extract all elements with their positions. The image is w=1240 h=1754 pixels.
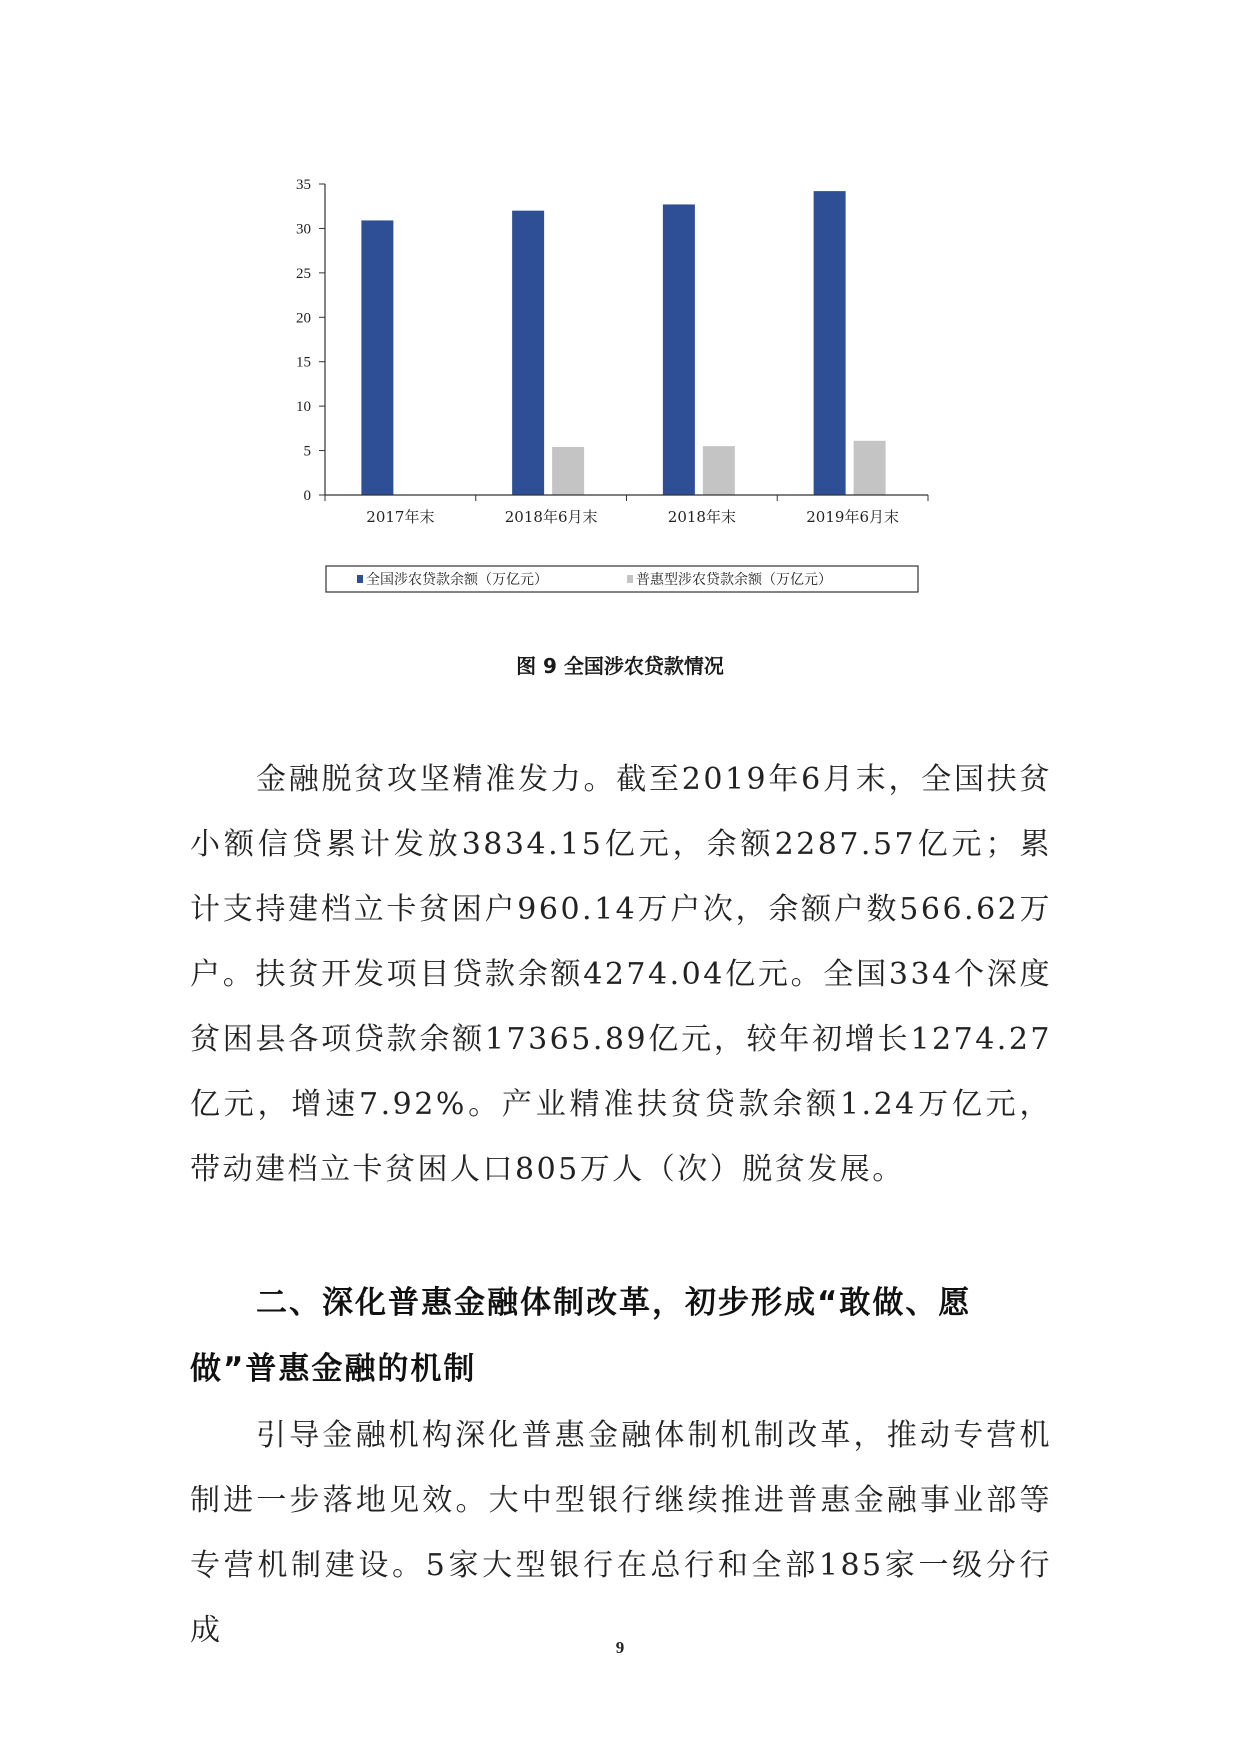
bars <box>361 191 885 495</box>
figure-caption: 图 9 全国涉农贷款情况 <box>516 654 724 678</box>
x-tick-label: 2019年6月末 <box>806 508 899 526</box>
y-tick-label: 10 <box>296 399 311 416</box>
y-tick-label: 5 <box>303 443 311 460</box>
legend-swatch <box>357 575 363 583</box>
y-tick-label: 15 <box>296 354 311 371</box>
legend <box>326 566 918 592</box>
section-heading: 二、深化普惠金融体制改革，初步形成“敢做、愿做”普惠金融的机制 <box>190 1285 972 1387</box>
bar-agri-loan-balance <box>814 191 846 495</box>
x-tick-label: 2018年末 <box>667 508 736 526</box>
body-paragraph: 引导金融机构深化普惠金融体制机制改革，推动专营机制进一步落地见效。大中型银行继续推进普惠金融事业部等专营机制建设。5家大型银行在总行和全部185家一级分行成 <box>190 1418 1052 1648</box>
x-tick-label: 2018年6月末 <box>504 508 598 526</box>
body-paragraph: 金融脱贫攻坚精准发力。截至2019年6月末，全国扶贫小额信贷累计发放3834.15亿元，余额2287.57亿元；累计支持建档立卡贫困户960.14万户次，余额户数566.62万户。扶贫开发项目贷款余额4274.04亿元。全国334个深度贫困县各项贷款余额17365.89亿元，较年初增长1274.27亿元，增速7.92%。产业精准扶贫贷款余额1.24万亿元，带动建档立卡贫困人口805万人（次）脱贫发展。 <box>190 762 1052 1187</box>
bar-agri-loan-balance <box>512 211 544 495</box>
y-tick-label: 35 <box>296 177 311 193</box>
x-axis <box>325 495 928 526</box>
legend-label: 全国涉农贷款余额（万亿元） <box>366 572 548 588</box>
bar-inclusive-agri-loan-balance <box>703 446 735 495</box>
bar-agri-loan-balance <box>361 220 393 495</box>
y-tick-label: 30 <box>296 221 311 238</box>
bar-chart <box>0 0 1240 620</box>
y-tick-label: 25 <box>296 265 311 282</box>
legend-swatch <box>627 575 633 583</box>
page-number: 9 <box>615 1638 625 1657</box>
bar-inclusive-agri-loan-balance <box>552 447 584 495</box>
legend-label: 普惠型涉农贷款余额（万亿元） <box>636 572 832 588</box>
bar-inclusive-agri-loan-balance <box>854 441 886 495</box>
y-tick-label: 0 <box>303 488 311 504</box>
bar-agri-loan-balance <box>663 204 695 495</box>
y-tick-label: 20 <box>296 310 311 327</box>
x-tick-label: 2017年末 <box>366 508 435 526</box>
y-axis <box>296 177 325 504</box>
